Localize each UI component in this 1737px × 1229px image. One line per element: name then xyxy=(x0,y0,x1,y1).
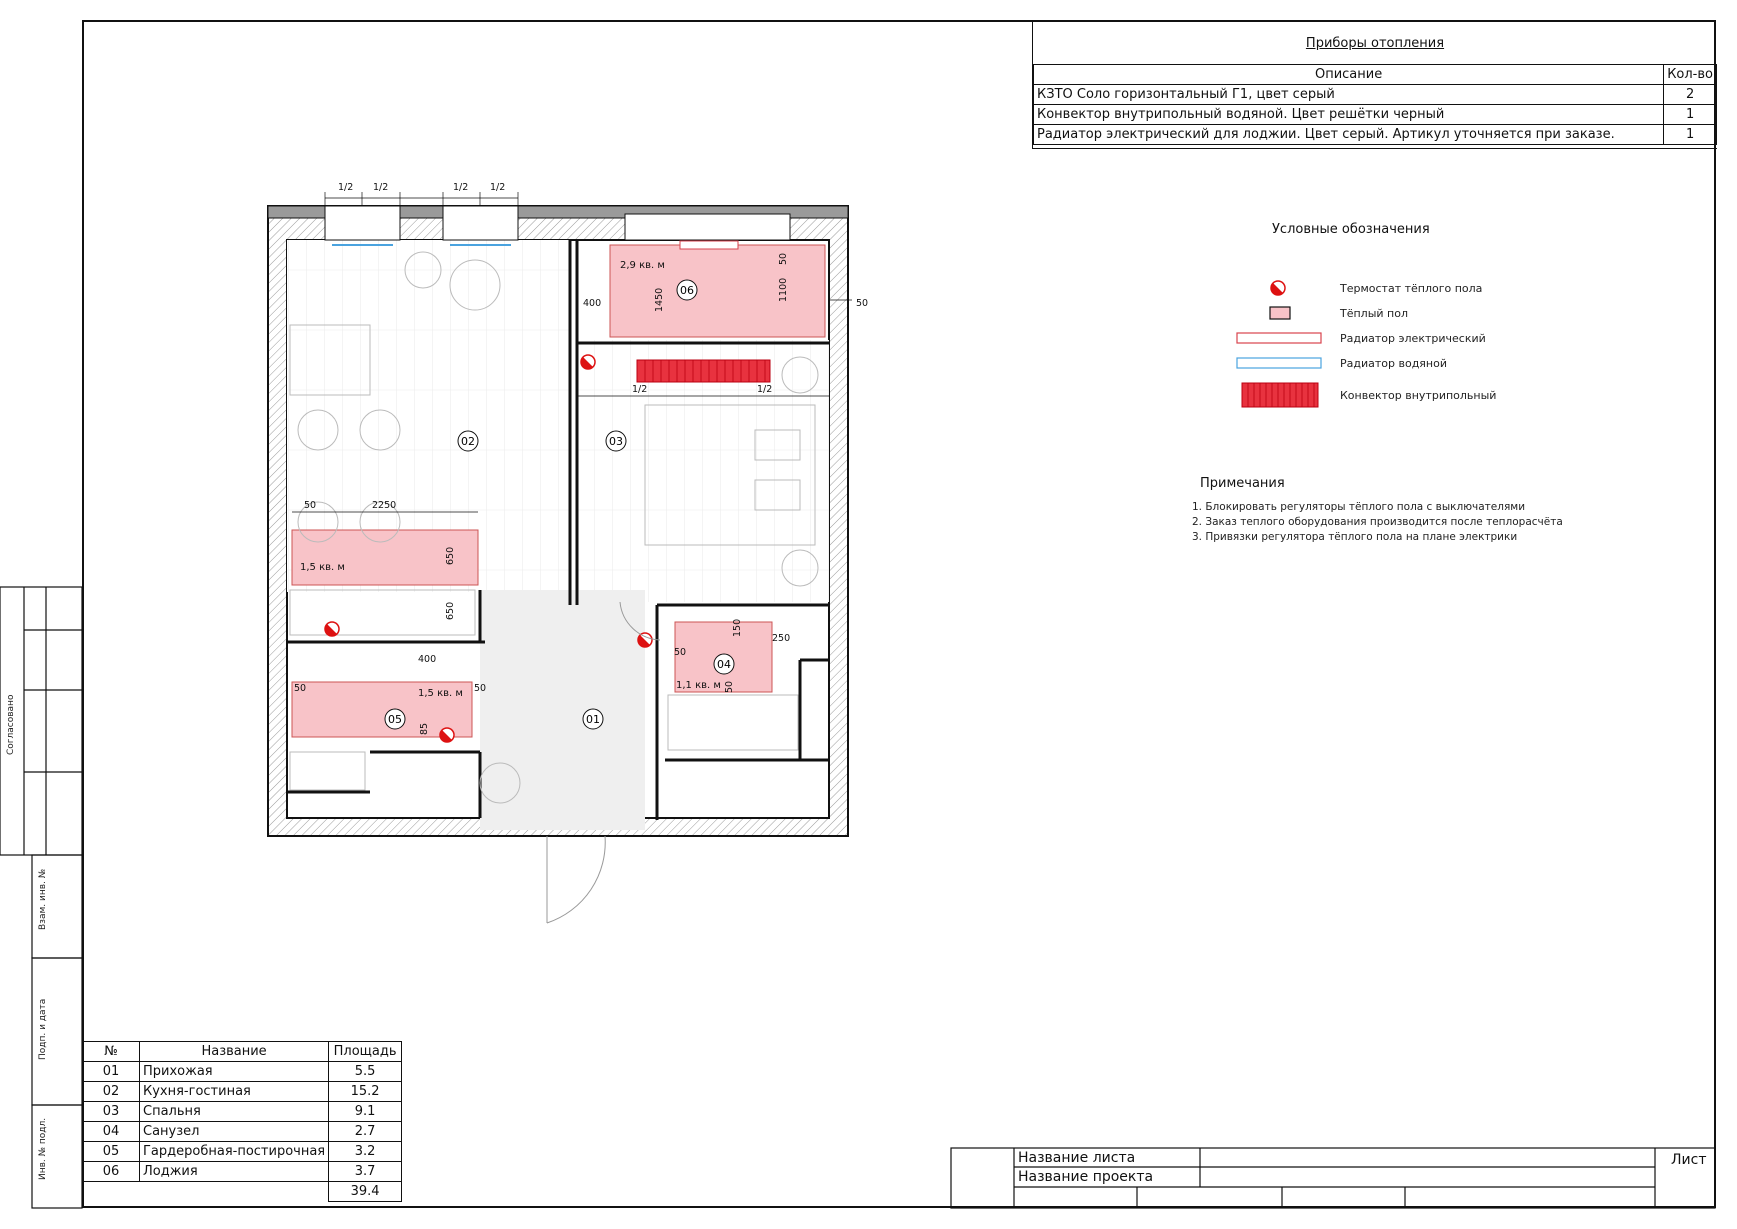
stamp-agreed: Согласовано xyxy=(6,694,16,755)
floor-convector xyxy=(637,360,770,382)
dim-650: 650 xyxy=(445,601,456,620)
rooms-table xyxy=(82,1041,402,1202)
room-area: 15.2 xyxy=(329,1082,402,1102)
dim-1450: 1450 xyxy=(654,287,665,312)
stamp-inv-replace: Взам. инв. № xyxy=(38,868,48,930)
dim-50: 50 xyxy=(724,680,735,693)
room-name: Лоджия xyxy=(140,1162,329,1182)
room-area: 2.7 xyxy=(329,1122,402,1142)
notes-title: Примечания xyxy=(1200,476,1285,491)
hallway-floor xyxy=(480,590,645,830)
project-name: Название проекта xyxy=(1018,1169,1154,1185)
dim-50: 50 xyxy=(294,683,307,694)
room-name: Санузел xyxy=(140,1122,329,1142)
dim-50: 50 xyxy=(474,683,487,694)
heating-row-desc: Конвектор внутрипольный водяной. Цвет решётки черный xyxy=(1034,105,1664,125)
note-item: 1. Блокировать регуляторы тёплого пола с выключателями xyxy=(1192,501,1526,513)
legend-title: Условные обозначения xyxy=(1272,222,1430,237)
room-area: 5.5 xyxy=(329,1062,402,1082)
dim-150: 150 xyxy=(732,618,743,637)
dim-half: 1/2 xyxy=(632,384,648,395)
stamp-inv-orig: Инв. № подл. xyxy=(38,1117,48,1180)
dim-400: 400 xyxy=(418,654,437,665)
table-row xyxy=(1034,125,1717,145)
legend-label-water: Радиатор водяной xyxy=(1340,357,1447,370)
sheet-name: Название листа xyxy=(1018,1150,1136,1166)
rooms-total-row xyxy=(83,1182,402,1202)
svg-text:02: 02 xyxy=(461,435,475,448)
electric-radiator xyxy=(680,241,738,249)
floor-convector-swatch xyxy=(1242,383,1318,407)
svg-text:05: 05 xyxy=(388,713,402,726)
legend-label-thermostat: Термостат тёплого пола xyxy=(1340,282,1483,295)
heating-table-title: Приборы отопления xyxy=(1305,36,1445,51)
room-num: 01 xyxy=(83,1062,140,1082)
heating-table-header xyxy=(1034,65,1717,85)
dim-half: 1/2 xyxy=(490,182,506,193)
table-row xyxy=(83,1142,402,1162)
dim-400: 400 xyxy=(583,298,602,309)
dim-50: 50 xyxy=(778,252,789,265)
room-num: 03 xyxy=(83,1102,140,1122)
legend-label-warm-floor: Тёплый пол xyxy=(1340,307,1408,320)
zone-label-05: 1,5 кв. м xyxy=(418,688,463,699)
room-num: 06 xyxy=(83,1162,140,1182)
heating-header-desc: Описание xyxy=(1034,65,1664,85)
room-tag-03 xyxy=(606,431,626,451)
heating-row-desc: КЗТО Соло горизонтальный Г1, цвет серый xyxy=(1034,85,1664,105)
room-tag-02 xyxy=(458,431,478,451)
zone-label-06: 2,9 кв. м xyxy=(620,260,665,271)
dim-half: 1/2 xyxy=(373,182,389,193)
heating-row-qty: 2 xyxy=(1664,85,1717,105)
table-row xyxy=(1034,85,1717,105)
dim-half: 1/2 xyxy=(757,384,773,395)
legend-label-convector: Конвектор внутрипольный xyxy=(1340,389,1497,402)
room-tag-04 xyxy=(714,654,734,674)
svg-text:04: 04 xyxy=(717,658,731,671)
rooms-table-header xyxy=(83,1042,402,1062)
svg-text:01: 01 xyxy=(586,713,600,726)
zone-label-02: 1,5 кв. м xyxy=(300,562,345,573)
thermostat-icon xyxy=(638,633,652,647)
dim-1100: 1100 xyxy=(778,277,789,302)
note-item: 3. Привязки регулятора тёплого пола на плане электрики xyxy=(1192,531,1518,543)
room-name: Гардеробная-постирочная xyxy=(140,1142,329,1162)
room-num: 05 xyxy=(83,1142,140,1162)
rooms-total: 39.4 xyxy=(329,1182,402,1202)
dim-half: 1/2 xyxy=(453,182,469,193)
thermostat-icon xyxy=(581,355,595,369)
dim-2250: 2250 xyxy=(372,500,397,511)
heating-row-desc: Радиатор электрический для лоджии. Цвет серый. Артикул уточняется при заказе. xyxy=(1034,125,1664,145)
notes-list xyxy=(1192,500,1563,545)
table-row xyxy=(83,1122,402,1142)
table-row xyxy=(1034,105,1717,125)
table-row xyxy=(83,1062,402,1082)
rooms-header-num: № xyxy=(83,1042,140,1062)
svg-text:06: 06 xyxy=(680,284,694,297)
dim-50: 50 xyxy=(856,298,869,309)
room-name: Спальня xyxy=(140,1102,329,1122)
dim-650: 650 xyxy=(445,546,456,565)
room-tag-05 xyxy=(385,709,405,729)
table-row xyxy=(83,1162,402,1182)
electric-radiator-swatch xyxy=(1237,333,1321,343)
heating-header-qty: Кол-во xyxy=(1664,65,1717,85)
svg-text:03: 03 xyxy=(609,435,623,448)
stamp-sign-date: Подп. и дата xyxy=(38,998,48,1060)
rooms-header-name: Название xyxy=(140,1042,329,1062)
legend-symbols xyxy=(1230,275,1350,415)
dim-250: 250 xyxy=(772,633,791,644)
warm-floor-swatch xyxy=(1270,307,1290,319)
room-num: 04 xyxy=(83,1122,140,1142)
note-item: 2. Заказ теплого оборудования производится после теплорасчёта xyxy=(1192,516,1563,528)
room-area: 9.1 xyxy=(329,1102,402,1122)
dim-50: 50 xyxy=(674,647,687,658)
table-row xyxy=(83,1082,402,1102)
water-radiator-swatch xyxy=(1237,358,1321,368)
dim-85: 85 xyxy=(419,722,430,735)
thermostat-icon xyxy=(440,728,454,742)
thermostat-icon xyxy=(325,622,339,636)
room-num: 02 xyxy=(83,1082,140,1102)
thermostat-icon xyxy=(1271,281,1285,295)
room-name: Прихожая xyxy=(140,1062,329,1082)
heating-row-qty: 1 xyxy=(1664,125,1717,145)
heating-row-qty: 1 xyxy=(1664,105,1717,125)
room-name: Кухня-гостиная xyxy=(140,1082,329,1102)
sheet-label: Лист xyxy=(1671,1152,1707,1168)
room-tag-06 xyxy=(677,280,697,300)
room-area: 3.7 xyxy=(329,1162,402,1182)
dim-50: 50 xyxy=(304,500,317,511)
dim-half: 1/2 xyxy=(338,182,354,193)
room-tag-01 xyxy=(583,709,603,729)
rooms-header-area: Площадь xyxy=(329,1042,402,1062)
warm-floor-zone-06 xyxy=(610,245,825,337)
table-row xyxy=(83,1102,402,1122)
floor-plan xyxy=(0,0,1000,940)
heating-table xyxy=(1032,22,1717,149)
zone-label-04: 1,1 кв. м xyxy=(676,680,721,691)
legend-label-electric: Радиатор электрический xyxy=(1340,332,1486,345)
room-area: 3.2 xyxy=(329,1142,402,1162)
